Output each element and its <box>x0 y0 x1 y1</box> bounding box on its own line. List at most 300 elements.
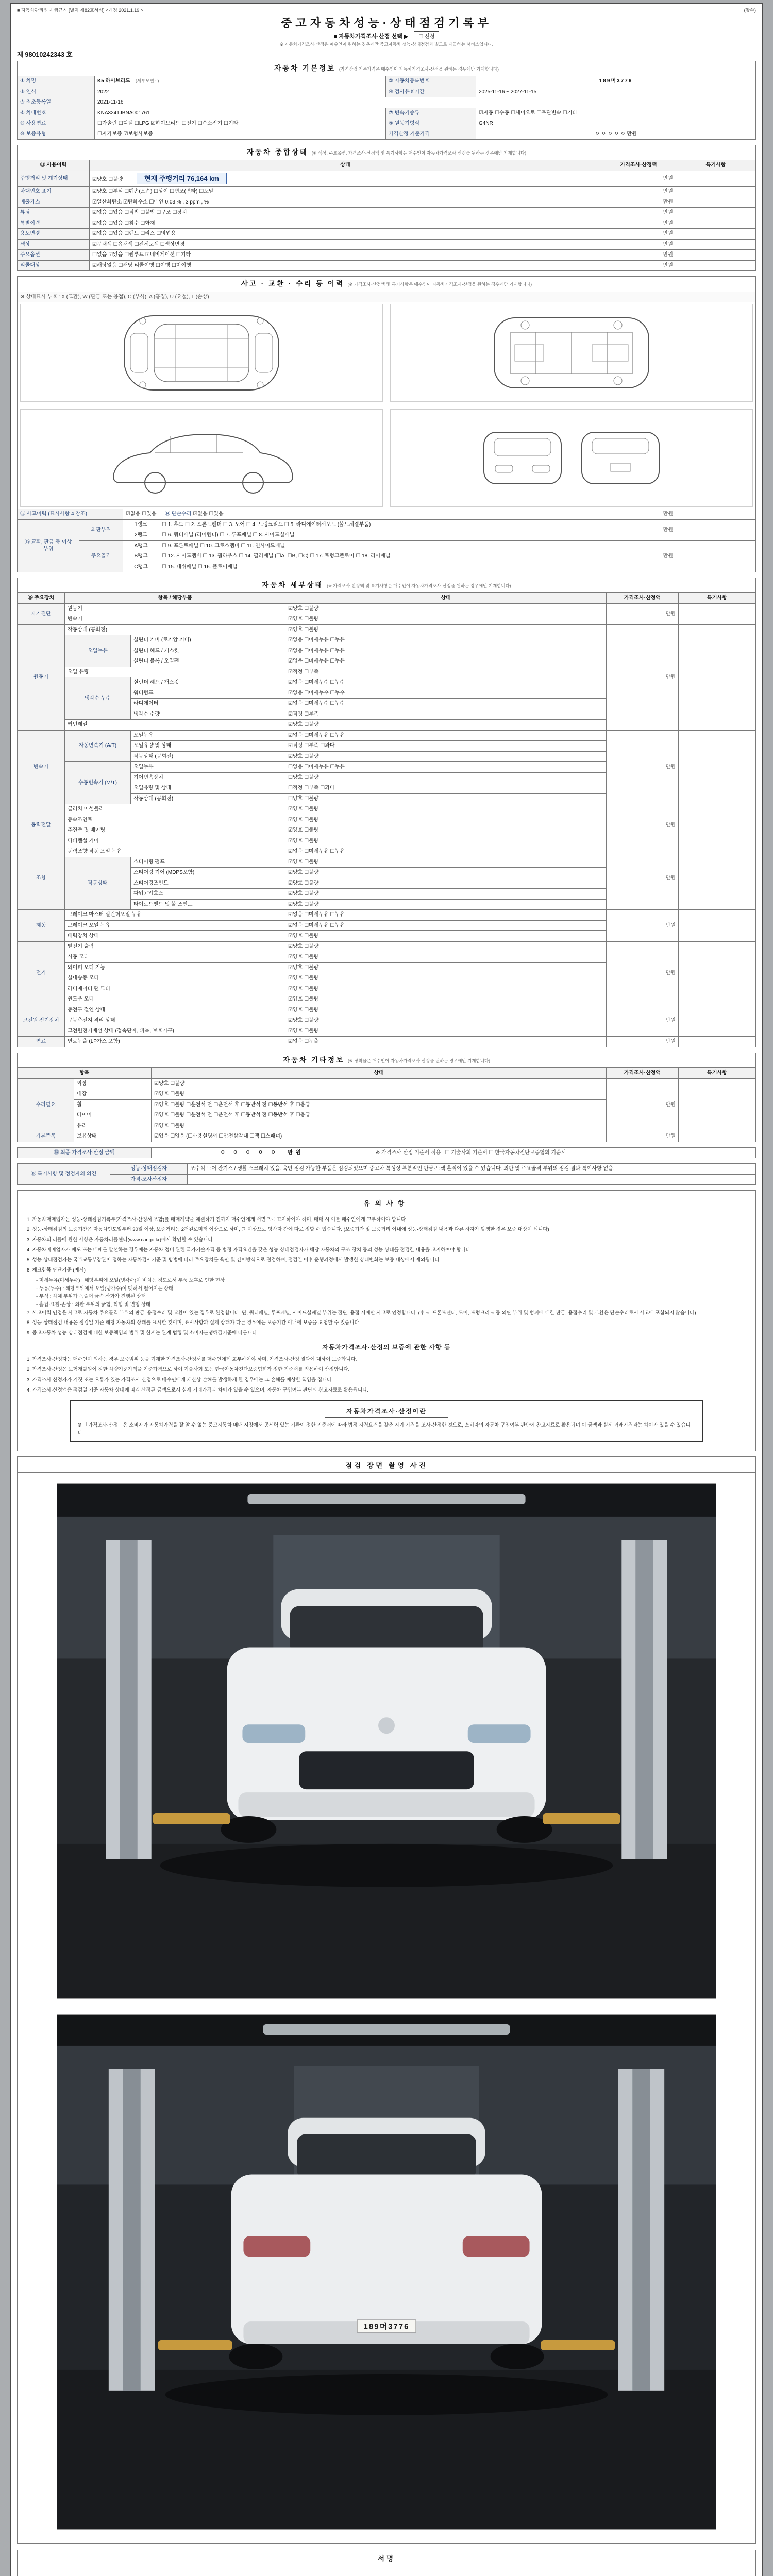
col-state: 상태 <box>285 593 607 604</box>
part-cell: 와이퍼 모터 기능 <box>65 962 285 973</box>
part-cell: 클러치 어셈블리 <box>65 804 285 815</box>
price-cell: 만원 <box>601 218 676 229</box>
row-label: 리콜대상 <box>18 260 90 271</box>
final-price-label: ⑱ 최종 가격조사·산정 금액 <box>18 1147 152 1158</box>
state-cell: ☐없음 ☑있음 ☐썬루프 ☑네비게이션 ☐기타 <box>90 250 601 261</box>
part-cell: 타이어 <box>74 1110 152 1121</box>
part-cell: 휠 <box>74 1099 152 1110</box>
accident-history-state <box>123 509 601 520</box>
part-cell: 작동상태 (공회전) <box>131 751 285 762</box>
photo-section <box>17 1473 756 2544</box>
state-cell: ☑없음 ☐미세누수 ☐누수 <box>285 688 607 699</box>
price-cell: 만원 <box>601 540 676 572</box>
rankA-label: A랭크 <box>123 540 159 551</box>
state-cell: ☑양호 ☐불량 ☐운전석 전 ☐운전석 후 ☐동반석 전 ☐동반석 후 ☐응급 <box>152 1099 607 1110</box>
row-label: 색상 <box>18 239 90 250</box>
state-cell: ☑양호 ☐불량 <box>152 1121 607 1131</box>
price-notice-item: 1. 가격조사·산정자는 매수인이 원하는 경우 보증범위 등을 기재한 가격조사·산정서를 매수인에게 교부하여야 하며, 가격조사·산정 결과에 대하여 보증합니다. <box>27 1357 357 1363</box>
price-definition-box <box>70 1400 703 1442</box>
sub-oil-leak: 오일누유 <box>65 635 131 667</box>
part-cell: 실린더 커버 (로커암 커버) <box>131 635 285 646</box>
notice-item: 1. 자동차매매업자는 성능·상태점검기록부(가격조사·산정서 포함)를 매매계약을 체결하기 전까지 매수인에게 서면으로 고지하여야 하며, 매매 시 이를 매수인에게 교부하여야 합니다. <box>27 1216 408 1223</box>
part-cell: 윈도우 모터 <box>65 994 285 1005</box>
notice-sub-item: - 미세누유(미세누수) : 해당부위에 오일(냉각수)이 비치는 정도로서 부품 노후로 인한 현상 <box>36 1277 225 1283</box>
price-cell: 만원 <box>606 1005 678 1037</box>
state-cell: ☑적정 ☐부족 <box>285 667 607 677</box>
note-cell <box>676 208 755 218</box>
state-cell: ☑양호 ☐불량 <box>285 751 607 762</box>
inspection-period: 2025-11-16 ~ 2027-11-15 <box>476 87 756 97</box>
state-cell: ☑없음 ☐미세누수 ☐누수 <box>285 677 607 688</box>
price-cell: 만원 <box>601 239 676 250</box>
note-cell <box>676 250 755 261</box>
price-cell: 만원 <box>601 197 676 208</box>
rank1-label: 1랭크 <box>123 519 159 530</box>
part-cell: 오일유량 및 상태 <box>131 741 285 752</box>
car-name-value <box>95 76 386 87</box>
car-underbody-frame-icon <box>393 307 750 399</box>
price-cell: 만원 <box>601 509 676 520</box>
accident-history-table <box>17 276 756 572</box>
note-cell <box>678 730 755 804</box>
state-cell: ☑양호 ☐불량 <box>285 868 607 878</box>
price-select-checkbox: ☐ 신청 <box>414 31 439 40</box>
price-cell: 만원 <box>601 171 676 187</box>
part-cell: 워터펌프 <box>131 688 285 699</box>
notice-title: 유의사항 <box>338 1197 435 1211</box>
part-cell: 스티어링조인트 <box>131 878 285 889</box>
warranty-options: ☐자가보증 ☑보험사보증 <box>95 129 386 140</box>
accident-value: ☑없음 ☐있음 <box>126 511 157 517</box>
state-cell: ☑없음 ☐있음 ☐침수 ☐화재 <box>90 218 601 229</box>
state-cell: ☑일산화탄소 ☑탄화수소 ☐매연 0.03 % , 3 ppm , % <box>90 197 601 208</box>
car-submodel: (세부모델 : ) <box>135 78 159 84</box>
registration-number: 189머3776 <box>476 76 756 87</box>
part-cell: 냉각수 수량 <box>131 709 285 720</box>
part-cell: 연료누출 (LP가스 포함) <box>65 1037 285 1047</box>
state-cell: ☑없음 ☐누출 <box>285 1037 607 1047</box>
col-price: 가격조사·산정액 <box>606 593 678 604</box>
state-cell: ☑양호 ☐불량 <box>152 1089 607 1100</box>
final-price-amount <box>152 1147 373 1158</box>
state-cell: ☑적정 ☐부족 ☐과다 <box>285 741 607 752</box>
state-cell: ☑없음 ☐미세누유 ☐누유 <box>285 920 607 931</box>
note-cell <box>676 187 755 197</box>
part-cell: 라디에이터 <box>131 699 285 709</box>
field-label: 가격산정 기준가격 <box>386 129 476 140</box>
etc-info-table <box>17 1053 756 1142</box>
car-top-view-exterior-icon <box>23 307 380 399</box>
signature-section <box>17 2566 756 2576</box>
row-label: 주요옵션 <box>18 250 90 261</box>
col-device: ⑯ 주요장치 <box>18 593 65 604</box>
state-cell: ☑양호 ☐불량 <box>285 973 607 984</box>
car-front-rear-view-icon <box>393 412 750 504</box>
col-price: 가격조사·산정액 <box>606 1068 678 1079</box>
state-cell: ☑없음 ☐미세누유 ☐누유 <box>285 846 607 857</box>
part-cell: 오일누유 <box>131 762 285 773</box>
note-cell <box>678 603 755 624</box>
part-cell: 작동상태 (공회전) <box>131 793 285 804</box>
photo-section-title: 점검 장면 촬영 사진 <box>17 1456 756 1473</box>
state-cell: ☑양호 ☐불량 <box>285 952 607 963</box>
group-brake: 제동 <box>18 910 65 942</box>
state-cell: ☑없음 ☐미세누유 ☐누유 <box>285 910 607 921</box>
note-cell <box>678 846 755 910</box>
row-label: 튜닝 <box>18 208 90 218</box>
state-cell <box>90 171 601 187</box>
exterior-group-label: 외판부위 <box>79 519 123 540</box>
part-cell: 내장 <box>74 1089 152 1100</box>
notice-item: 9. 중고자동차 성능·상태점검에 대한 보증책임의 범위 및 한계는 관계 법령 및 소비자분쟁해결기준에 따릅니다. <box>27 1330 259 1336</box>
part-cell: 실린더 헤드 / 개스킷 <box>131 677 285 688</box>
page-title: 중고자동차성능·상태점검기록부 <box>281 16 492 29</box>
price-notice-item: 2. 가격조사·산정은 보험개발원이 정한 차량기준가액을 기준가격으로 하여 기술사회 또는 한국자동차진단보증협회가 정한 기준서를 적용하여 산정합니다. <box>27 1367 350 1373</box>
sub-coolant-leak: 냉각수 누수 <box>65 677 131 720</box>
price-cell: 만원 <box>606 624 678 730</box>
group-electric: 전기 <box>18 941 65 1005</box>
part-cell: 작동상태 (공회전) <box>65 624 285 635</box>
part-cell: 충전구 절연 상태 <box>65 1005 285 1015</box>
row-label: 차대번호 표기 <box>18 187 90 197</box>
state-cell: ☑양호 ☐불량 <box>285 804 607 815</box>
part-cell: 커먼레일 <box>65 720 285 731</box>
state-cell: ☑없음 ☐있음 ☐적법 ☐불법 ☐구조 ☐장치 <box>90 208 601 218</box>
field-label: ⑧ 사용연료 <box>18 118 95 129</box>
part-cell: 실내송풍 모터 <box>65 973 285 984</box>
group-high-voltage: 고전원 전기장치 <box>18 1005 65 1037</box>
state-cell: ☑양호 ☐불량 <box>285 984 607 994</box>
col-price: 가격조사·산정액 <box>601 160 676 171</box>
state-cell: ☑없음 ☐미세누유 ☐누유 <box>285 656 607 667</box>
state-cell: ☐양호 ☐불량 <box>285 793 607 804</box>
opinion-title: ⑲ 특기사항 및 점검자의 의견 <box>18 1164 110 1185</box>
engine-type: G4NR <box>476 118 756 129</box>
part-cell: 동력조향 작동 오일 누유 <box>65 846 285 857</box>
part-cell: 스티어링 기어 (MDPS포함) <box>131 868 285 878</box>
group-fuel: 연료 <box>18 1037 65 1047</box>
col-part: 항목 / 해당부품 <box>65 593 285 604</box>
group-engine: 원동기 <box>18 624 65 730</box>
part-cell: 변속기 <box>65 614 285 625</box>
state-cell: ☑양호 ☐불량 <box>285 962 607 973</box>
note-cell <box>676 218 755 229</box>
field-label: ④ 검사유효기간 <box>386 87 476 97</box>
note-cell <box>676 509 755 520</box>
document-number: 제 98010242343 호 <box>17 51 73 58</box>
part-cell: 실린더 헤드 / 개스킷 <box>131 646 285 656</box>
field-label: ⑨ 원동기형식 <box>386 118 476 129</box>
field-label: ③ 연식 <box>18 87 95 97</box>
standard-book-note: ※ 가격조사·산정 기준서 적용 : ☐ 기술사회 기준서 ☐ 한국자동차진단보증협회 기준서 <box>373 1147 756 1158</box>
state-cell: ☐없음 ☐미세누유 ☐누유 <box>285 762 607 773</box>
frame-group-label: 주요골격 <box>79 540 123 572</box>
group-basic-items: 기본품목 <box>18 1131 74 1142</box>
price-cell: 만원 <box>601 250 676 261</box>
state-cell: ☑없음 ☐미세누유 ☐누유 <box>285 635 607 646</box>
car-diagram-frame <box>390 304 753 402</box>
notice-item: 3. 자동차의 리콜에 관한 사항은 자동차리콜센터(www.car.go.kr)에서 확인할 수 있습니다. <box>27 1236 214 1243</box>
note-cell <box>678 941 755 1005</box>
accident-history-label: ⑬ 사고이력 (표시사항 4 참조) <box>18 509 123 520</box>
note-cell <box>678 1005 755 1037</box>
field-label: ① 차명 <box>18 76 95 87</box>
state-cell: ☑없음 ☐미세누유 ☐누유 <box>285 646 607 656</box>
appraiser-opinion <box>188 1174 756 1185</box>
row-label: 특별이력 <box>18 218 90 229</box>
section-title-overall: 자동차 종합상태 (※ 색상, 주요옵션, 가격조사·산정액 및 특기사항은 매수인이 자동차가격조사·산정을 원하는 경우에만 기재합니다) <box>18 145 756 160</box>
price-cell: 만원 <box>606 910 678 942</box>
rank2-label: 2랭크 <box>123 530 159 541</box>
inspector-opinion: 조수석 도어 잔기스 / 생활 스크래치 있음. 육안 점검 가능한 부품은 점검되었으며 중고차 특성상 부분적인 판금·도색 흔적이 있을 수 있습니다. 외판 및 주요골격 부위의 점검 결과 특이사항 없음. <box>188 1164 756 1175</box>
note-cell <box>676 239 755 250</box>
note-cell <box>676 260 755 271</box>
price-cell: 만원 <box>606 941 678 1005</box>
signature-section-title: 서명 <box>17 2550 756 2566</box>
section-title-etc: 자동차 기타정보 (※ 장착물은 매수인이 자동차가격조사·산정을 원하는 경우에만 기재합니다) <box>18 1053 756 1067</box>
part-cell: 추진축 및 베어링 <box>65 825 285 836</box>
price-select-label: ■ 자동차가격조사·산정 선택 ▶ <box>333 33 409 40</box>
first-registration-date: 2021-11-16 <box>95 97 756 108</box>
car-side-view-icon <box>23 412 380 504</box>
col-state: 상태 <box>152 1068 607 1079</box>
col-state: 상태 <box>90 160 601 171</box>
row-label: 주행거리 및 계기상태 <box>18 171 90 187</box>
field-label: ⑦ 변속기종류 <box>386 108 476 118</box>
state-cell: ☑양호 ☐불량 <box>152 1078 607 1089</box>
group-self-diagnosis: 자기진단 <box>18 603 65 624</box>
page-marker: (앞쪽) <box>744 8 756 13</box>
note-cell <box>678 1078 755 1131</box>
inspector-label: 성능·상태점검자 <box>110 1164 188 1175</box>
state-cell: ☑양호 ☐불량 <box>285 603 607 614</box>
note-cell <box>678 910 755 942</box>
section-title-detail: 자동차 세부상태 (※ 가격조사·산정액 및 특기사항은 매수인이 자동차가격조사·산정을 원하는 경우에만 기재합니다) <box>18 578 756 593</box>
notice-sub-item: - 부식 : 차체 부위가 녹슬어 금속 산화가 진행된 상태 <box>36 1294 146 1300</box>
state-cell: ☑없음 ☐미세누유 ☐누유 <box>285 730 607 741</box>
part-cell: 외장 <box>74 1078 152 1089</box>
notice-sub-item: - 흠집·요철·손상 : 외판 부위의 긁힘, 찍힘 및 변형 상태 <box>36 1301 151 1308</box>
state-cell: ☑양호 ☐불량 <box>285 815 607 825</box>
group-transmission: 변속기 <box>18 730 65 804</box>
part-cell: 브레이크 마스터 실린더오일 누유 <box>65 910 285 921</box>
note-cell <box>676 171 755 187</box>
part-cell: 발전기 출력 <box>65 941 285 952</box>
notice-item: 8. 성능·상태점검 내용은 점검일 기준 해당 자동차의 상태를 표시한 것이며, 표시사항과 실제 상태가 다른 경우에는 보증기간 이내에 보증을 요청할 수 있습니다. <box>27 1320 361 1326</box>
notice-sub-item: - 누유(누수) : 해당부위에서 오일(냉각수)이 맺혀서 떨어지는 상태 <box>36 1285 174 1292</box>
state-cell: ☑양호 ☐불량 <box>285 994 607 1005</box>
state-cell: ☑양호 ☐불량 <box>285 857 607 868</box>
state-cell: ☑양호 ☐불량 <box>285 720 607 731</box>
state-mark-legend: ※ 상태표시 부호 : X (교환), W (판금 또는 용접), C (부식), A (흠집), U (요철), T (손상) <box>18 292 756 302</box>
state-cell: ☑적정 ☐부족 <box>285 709 607 720</box>
simple-repair-value: ☑없음 ☐있음 <box>193 511 224 517</box>
state-cell: ☑양호 ☐부식 ☐훼손(오손) ☐상이 ☐변조(변타) ☐도말 <box>90 187 601 197</box>
part-cell: 시동 모터 <box>65 952 285 963</box>
note-cell <box>678 1037 755 1047</box>
field-label: ⑥ 차대번호 <box>18 108 95 118</box>
car-diagram-front-rear <box>390 409 753 507</box>
note-cell <box>676 519 755 540</box>
note-cell <box>676 197 755 208</box>
price-notice-item: 3. 가격조사·산정자가 거짓 또는 오류가 있는 가격조사·산정으로 매수인에게 재산상 손해를 발생하게 한 경우에는 그 손해를 배상할 책임을 집니다. <box>27 1377 333 1383</box>
part-cell: 파워고압호스 <box>131 889 285 900</box>
state-cell: ☑양호 ☐불량 <box>285 889 607 900</box>
state-cell: ☑양호 ☐불량 <box>285 1015 607 1026</box>
notice-item: 6. 체크항목 판단기준 (예시) <box>27 1267 86 1274</box>
state-cell: ☑양호 ☐불량 <box>285 614 607 625</box>
part-cell: 배력장치 상태 <box>65 931 285 942</box>
car-name: K5 하이브리드 <box>97 78 130 84</box>
inspection-photo-front <box>57 1483 716 1998</box>
price-definition-title: 자동차가격조사·산정이란 <box>325 1405 448 1418</box>
field-label: ② 자동차등록번호 <box>386 76 476 87</box>
row-label: 배출가스 <box>18 197 90 208</box>
rank1-items: ☐ 1. 후드 ☐ 2. 프론트펜더 ☐ 3. 도어 ☐ 4. 트렁크리드 ☐ 5. 라디에이터서포트 (볼트체결부품) <box>159 519 601 530</box>
base-price-value: ㅇ ㅇ ㅇ ㅇ ㅇ 만원 <box>476 129 756 140</box>
price-cell: 만원 <box>601 229 676 240</box>
group-steering: 조향 <box>18 846 65 910</box>
part-cell: 구동축전지 격리 상태 <box>65 1015 285 1026</box>
mileage-box <box>137 173 227 185</box>
section-title-basic: 자동차 기본정보 (가격산정 기준가격은 매수인이 자동차가격조사·산정을 원하는 경우에만 기재합니다) <box>18 61 756 76</box>
simple-repair-label: ⑭ 단순수리 <box>165 511 192 517</box>
col-use-history: ⑪ 사용이력 <box>18 160 90 171</box>
price-cell: 만원 <box>606 1131 678 1142</box>
rankB-label: B랭크 <box>123 551 159 562</box>
photo-front-view-icon <box>57 1484 716 1998</box>
state-cell: ☐양호 ☐불량 <box>285 772 607 783</box>
note-cell <box>676 540 755 572</box>
state-cell: ☐적정 ☐부족 ☐과다 <box>285 783 607 794</box>
state-cell: ☑양호 ☐불량 <box>285 899 607 910</box>
fuel-options: ☐가솔린 ☐디젤 ☐LPG ☑하이브리드 ☐전기 ☐수소전기 ☐기타 <box>95 118 386 129</box>
state-cell: ☑양호 ☐불량 <box>285 1026 607 1037</box>
row-label: 용도변경 <box>18 229 90 240</box>
col-note: 특기사항 <box>678 593 755 604</box>
rankA-items: ☐ 9. 프론트패널 ☐ 10. 크로스멤버 ☐ 11. 인사이드패널 <box>159 540 601 551</box>
license-plate: 189머3776 <box>357 2319 416 2332</box>
sub-automatic: 자동변속기 (A/T) <box>65 730 131 762</box>
photo-rear-view-icon <box>57 2015 716 2529</box>
part-cell: 오일유량 및 상태 <box>131 783 285 794</box>
price-cell: 만원 <box>606 603 678 624</box>
price-cell: 만원 <box>606 804 678 846</box>
state-cell: ☑해당없음 ☐해당 리콜이행 ☐이행 ☐미이행 <box>90 260 601 271</box>
state-cell: ☑양호 ☐불량 <box>285 1005 607 1015</box>
part-cell: 기어변속장치 <box>131 772 285 783</box>
rank2-items: ☐ 6. 쿼터패널 (리어펜더) ☐ 7. 루프패널 ☐ 8. 사이드실패널 <box>159 530 601 541</box>
section-title-accident: 사고 · 교환 · 수리 등 이력 (※ 가격조사·산정액 및 특기사항은 매수인이 자동차가격조사·산정을 원하는 경우에만 기재합니다) <box>18 277 756 292</box>
field-label: ⑤ 최초등록일 <box>18 97 95 108</box>
appraiser-label: 가격·조사산정자 <box>110 1174 188 1185</box>
part-cell: 유리 <box>74 1121 152 1131</box>
form-reference: ■ 자동차관리법 시행규칙 [별지 제82호서식] <개정 2021.1.19.> <box>17 8 143 13</box>
inspection-photo-rear <box>57 2014 716 2530</box>
price-notice-item: 4. 가격조사·산정액은 점검일 기준 자동차 상태에 따라 산정된 금액으로서 실제 거래가격과 차이가 있을 수 있으며, 자동차 구입여부 판단의 참고자료로 활용됩니다. <box>27 1387 369 1393</box>
final-price-table <box>17 1147 756 1159</box>
price-definition-text: ※ 「가격조사·산정」은 소비자가 자동차가격을 잘 알 수 없는 중고자동차 매매 시장에서 공신력 있는 기관이 정한 기준서에 따라 법정 자격요건을 갖춘 자가 가격을 조사·산정한 것으로, 소비자의 자동차 구입여부 판단에 참고자료로 활용되며 이 금액과 실제 거래가격과는 차이가 있을 수 있습니다. <box>77 1422 691 1436</box>
price-cell: 만원 <box>601 187 676 197</box>
part-cell: 등속조인트 <box>65 815 285 825</box>
overall-condition-table <box>17 145 756 271</box>
notice-item: 7. 사고이력 인정은 사고로 자동차 주요골격 부위의 판금, 용접수리 및 교환이 있는 경우로 한정합니다. 단, 쿼터패널, 루프패널, 사이드실패널 부위는 절단, 용접 시에만 사고로 인정합니다. (후드, 프론트펜더, 도어, 트렁크리드 등 외판 부위 및 범퍼에 대한 판금, 용접수리 및 교환은 단순수리로서 사고에 포함되지 않습니다) <box>27 1310 696 1316</box>
group-repair-needed: 수리필요 <box>18 1078 74 1131</box>
part-cell: 브레이크 오일 누유 <box>65 920 285 931</box>
report-page <box>10 3 763 2576</box>
amount-circles: ㅇ ㅇ ㅇ ㅇ ㅇ <box>220 1149 279 1156</box>
state-cell: ☑있음 ☐없음 (☐사용설명서 ☐안전삼각대 ☐잭 ☐스패너) <box>152 1131 607 1142</box>
price-cell: 만원 <box>606 1037 678 1047</box>
part-cell: 원동기 <box>65 603 285 614</box>
state-cell: ☑없음 ☐미세누수 ☐누수 <box>285 699 607 709</box>
price-select-note: ※ 자동차가격조사·산정은 매수인이 원하는 경우에만 중고자동차 성능·상태점검과 별도로 제공하는 서비스입니다. <box>279 42 494 47</box>
rankB-items: ☐ 12. 사이드멤버 ☐ 13. 휠하우스 ☐ 14. 필러패널 (☐A, ☐B, ☐C) ☐ 17. 트렁크플로어 ☐ 18. 리어패널 <box>159 551 601 562</box>
state-cell: ☑양호 ☐불량 <box>285 624 607 635</box>
price-cell: 만원 <box>606 846 678 910</box>
price-cell: 만원 <box>606 1078 678 1131</box>
amount-unit: 만원 <box>288 1149 304 1156</box>
part-cell: 스티어링 펌프 <box>131 857 285 868</box>
detail-condition-table <box>17 578 756 1047</box>
sub-manual: 수동변속기 (M/T) <box>65 762 131 804</box>
car-diagram-area <box>18 302 756 509</box>
part-cell: 고전원전기배선 상태 (접속단자, 피복, 보호기구) <box>65 1026 285 1037</box>
note-cell <box>678 1131 755 1142</box>
inspector-opinion-table <box>17 1163 756 1185</box>
mileage-label: 현재 주행거리 <box>144 174 186 182</box>
transmission-options: ☑자동 ☐수동 ☐세미오토 ☐무단변속 ☐기타 <box>476 108 756 118</box>
notice-item: 4. 자동차매매업자가 매도 또는 매매를 알선하는 경우에는 자동차 정비 관련 국가기술자격 등 법정 자격요건을 갖춘 성능·상태점검자가 해당 자동차의 구조·장치 등의 성능·상태를 점검한 내용을 고지하여야 합니다. <box>27 1247 472 1253</box>
state-cell: ☑양호 ☐불량 <box>285 941 607 952</box>
price-cell: 만원 <box>601 519 676 540</box>
odometer-state: ☑양호 ☐불량 <box>92 176 123 182</box>
part-cell: 디퍼렌셜 기어 <box>65 836 285 846</box>
basic-info-table <box>17 61 756 140</box>
col-note: 특기사항 <box>678 1068 755 1079</box>
price-cell: 만원 <box>601 260 676 271</box>
part-cell: 라디에이터 팬 모터 <box>65 984 285 994</box>
mileage-value: 76,164 km <box>187 174 219 182</box>
rankC-label: C랭크 <box>123 562 159 572</box>
notice-item: 2. 성능·상태점검의 보증기간은 자동차인도일부터 30일 이상, 보증거리는 2천킬로미터 이상으로 하며, 그 이상으로 당사자 간에 따로 정할 수 있습니다. (보증기간 및 보증거리 이내에 성능·상태점검 내용과 다른 하자가 발생한 경우 보증 대상이 됩니다) <box>27 1227 549 1233</box>
car-diagram-exterior <box>20 304 383 402</box>
state-cell: ☑없음 ☐있음 ☐렌트 ☐리스 ☐영업용 <box>90 229 601 240</box>
note-cell <box>676 229 755 240</box>
state-cell: ☑양호 ☐불량 <box>285 878 607 889</box>
part-cell: 오일 유량 <box>65 667 285 677</box>
sub-steering-operation: 작동상태 <box>65 857 131 910</box>
model-year: 2022 <box>95 87 386 97</box>
part-cell: 실린더 블록 / 오일팬 <box>131 656 285 667</box>
state-cell: ☑양호 ☐불량 <box>285 825 607 836</box>
state-cell: ☑양호 ☐불량 <box>285 836 607 846</box>
field-label: ⑩ 보증유형 <box>18 129 95 140</box>
state-cell: ☑양호 ☐불량 ☐운전석 전 ☐운전석 후 ☐동반석 전 ☐동반석 후 ☐응급 <box>152 1110 607 1121</box>
note-cell <box>678 624 755 730</box>
exchange-label: ⑮ 교환, 판금 등 이상 부위 <box>18 519 79 572</box>
notice-item: 5. 성능·상태점검자는 국토교통부장관이 정하는 자동차검사기준 및 방법에 따라 주요장치를 육안 및 간이방식으로 점검하며, 점검일 이후 운행과정에서 발생한 상태변화는 보증 대상에서 제외됩니다. <box>27 1257 441 1263</box>
price-cell: 만원 <box>606 730 678 804</box>
group-powertrain: 동력전달 <box>18 804 65 846</box>
notice-section <box>17 1190 756 1451</box>
state-cell: ☑무채색 ☐유채색 ☐전체도색 ☐색상변경 <box>90 239 601 250</box>
vin-value: KNA3241JBNA001761 <box>95 108 386 118</box>
car-diagram-side <box>20 409 383 507</box>
price-cell: 만원 <box>601 208 676 218</box>
price-notice-title: 자동차가격조사·산정의 보증에 관한 사항 등 <box>322 1343 451 1351</box>
note-cell <box>678 804 755 846</box>
